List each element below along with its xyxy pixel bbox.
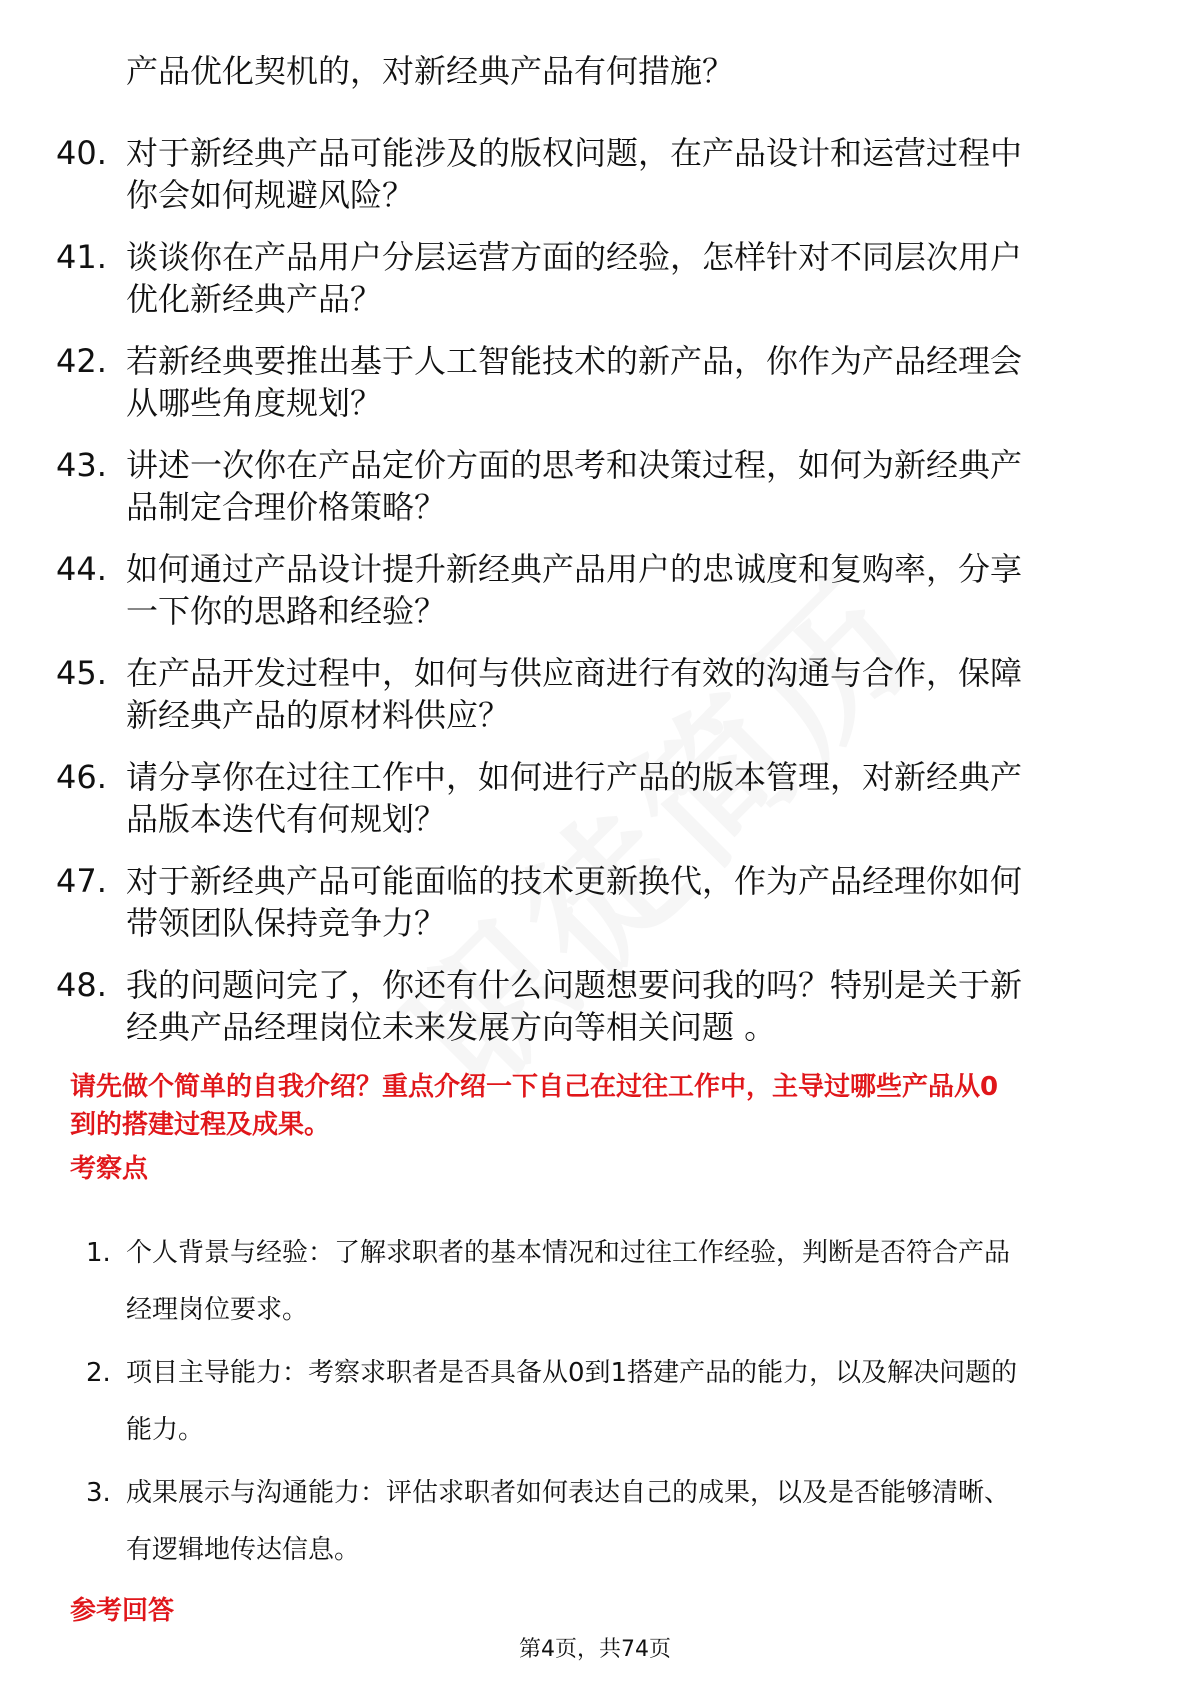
exam-points-list (86, 1225, 1126, 1585)
question-number: 43. (56, 446, 107, 484)
question-number: 48. (56, 966, 107, 1004)
question-item-45 (56, 652, 1116, 736)
question-list (56, 50, 1116, 1048)
question-text-line: 新经典产品的原材料供应？ (126, 696, 511, 734)
question-text-line: 品版本迭代有何规划？ (126, 800, 447, 838)
question-item-48 (56, 964, 1116, 1048)
question-text (126, 652, 1116, 736)
question-text (126, 132, 1116, 216)
exam-points-label: 考察点 (70, 1154, 149, 1184)
exam-point-3 (86, 1465, 1126, 1579)
question-number: 45. (56, 654, 107, 692)
question-text-line: 带领团队保持竞争力？ (126, 904, 447, 942)
intro-question-line: 请先做个简单的自我介绍？重点介绍一下自己在过往工作中，主导过哪些产品从0 (70, 1072, 999, 1102)
question-text (126, 236, 1116, 320)
question-text-line: 谈谈你在产品用户分层运营方面的经验，怎样针对不同层次用户 (126, 238, 1023, 276)
question-text-line: 如何通过产品设计提升新经典产品用户的忠诚度和复购率，分享 (126, 550, 1023, 588)
question-text-line: 请分享你在过往工作中，如何进行产品的版本管理，对新经典产 (126, 758, 1023, 796)
question-item-47 (56, 860, 1116, 944)
exam-point-2 (86, 1345, 1126, 1459)
point-text-line: 能力。 (126, 1415, 205, 1445)
question-text (126, 860, 1116, 944)
question-number: 44. (56, 550, 107, 588)
reference-answer-label: 参考回答 (70, 1596, 175, 1626)
point-text-line: 项目主导能力：考察求职者是否具备从0到1搭建产品的能力，以及解决问题的 (126, 1358, 1018, 1388)
question-item-44 (56, 548, 1116, 632)
question-text (126, 756, 1116, 840)
question-number: 46. (56, 758, 107, 796)
point-text-line: 成果展示与沟通能力：评估求职者如何表达自己的成果，以及是否能够清晰、 (126, 1478, 1011, 1508)
question-item-46 (56, 756, 1116, 840)
question-text-line: 优化新经典产品？ (126, 280, 383, 318)
point-text (126, 1465, 1126, 1579)
question-text (126, 444, 1116, 528)
exam-point-1 (86, 1225, 1126, 1339)
point-number: 3. (86, 1478, 111, 1508)
question-number: 41. (56, 238, 107, 276)
question-number: 42. (56, 342, 107, 380)
question-text-line: 对于新经典产品可能面临的技术更新换代，作为产品经理你如何 (126, 862, 1023, 900)
question-text (126, 548, 1116, 632)
question-text-line: 从哪些角度规划？ (126, 384, 383, 422)
question-text-line: 若新经典要推出基于人工智能技术的新产品，你作为产品经理会 (126, 342, 1023, 380)
intro-question-heading (70, 1068, 1120, 1144)
question-item-40 (56, 132, 1116, 216)
question-continuation: 产品优化契机的，对新经典产品有何措施？ (126, 52, 735, 90)
point-number: 1. (86, 1238, 111, 1268)
question-text-line: 一下你的思路和经验？ (126, 592, 447, 630)
question-text-line: 你会如何规避风险？ (126, 176, 415, 214)
question-text-line: 我的问题问完了，你还有什么问题想要问我的吗？特别是关于新 (126, 966, 1023, 1004)
point-text (126, 1225, 1126, 1339)
page-indicator: 第4页，共74页 (519, 1637, 671, 1662)
point-text (126, 1345, 1126, 1459)
question-text-line: 讲述一次你在产品定价方面的思考和决策过程，如何为新经典产 (126, 446, 1023, 484)
point-text-line: 个人背景与经验：了解求职者的基本情况和过往工作经验，判断是否符合产品 (126, 1238, 1011, 1268)
question-text-line: 品制定合理价格策略？ (126, 488, 447, 526)
point-text-line: 有逻辑地传达信息。 (126, 1535, 361, 1565)
point-number: 2. (86, 1358, 111, 1388)
question-text-line: 对于新经典产品可能涉及的版权问题，在产品设计和运营过程中 (126, 134, 1023, 172)
question-item-41 (56, 236, 1116, 320)
question-number: 40. (56, 134, 107, 172)
question-item-42 (56, 340, 1116, 424)
question-text (126, 340, 1116, 424)
intro-question-line: 到的搭建过程及成果。 (70, 1110, 331, 1140)
point-text-line: 经理岗位要求。 (126, 1295, 309, 1325)
question-item-43 (56, 444, 1116, 528)
question-text (126, 964, 1116, 1048)
question-number: 47. (56, 862, 107, 900)
question-text-line: 在产品开发过程中，如何与供应商进行有效的沟通与合作，保障 (126, 654, 1023, 692)
question-text-line: 经典产品经理岗位未来发展方向等相关问题 。 (126, 1008, 777, 1046)
